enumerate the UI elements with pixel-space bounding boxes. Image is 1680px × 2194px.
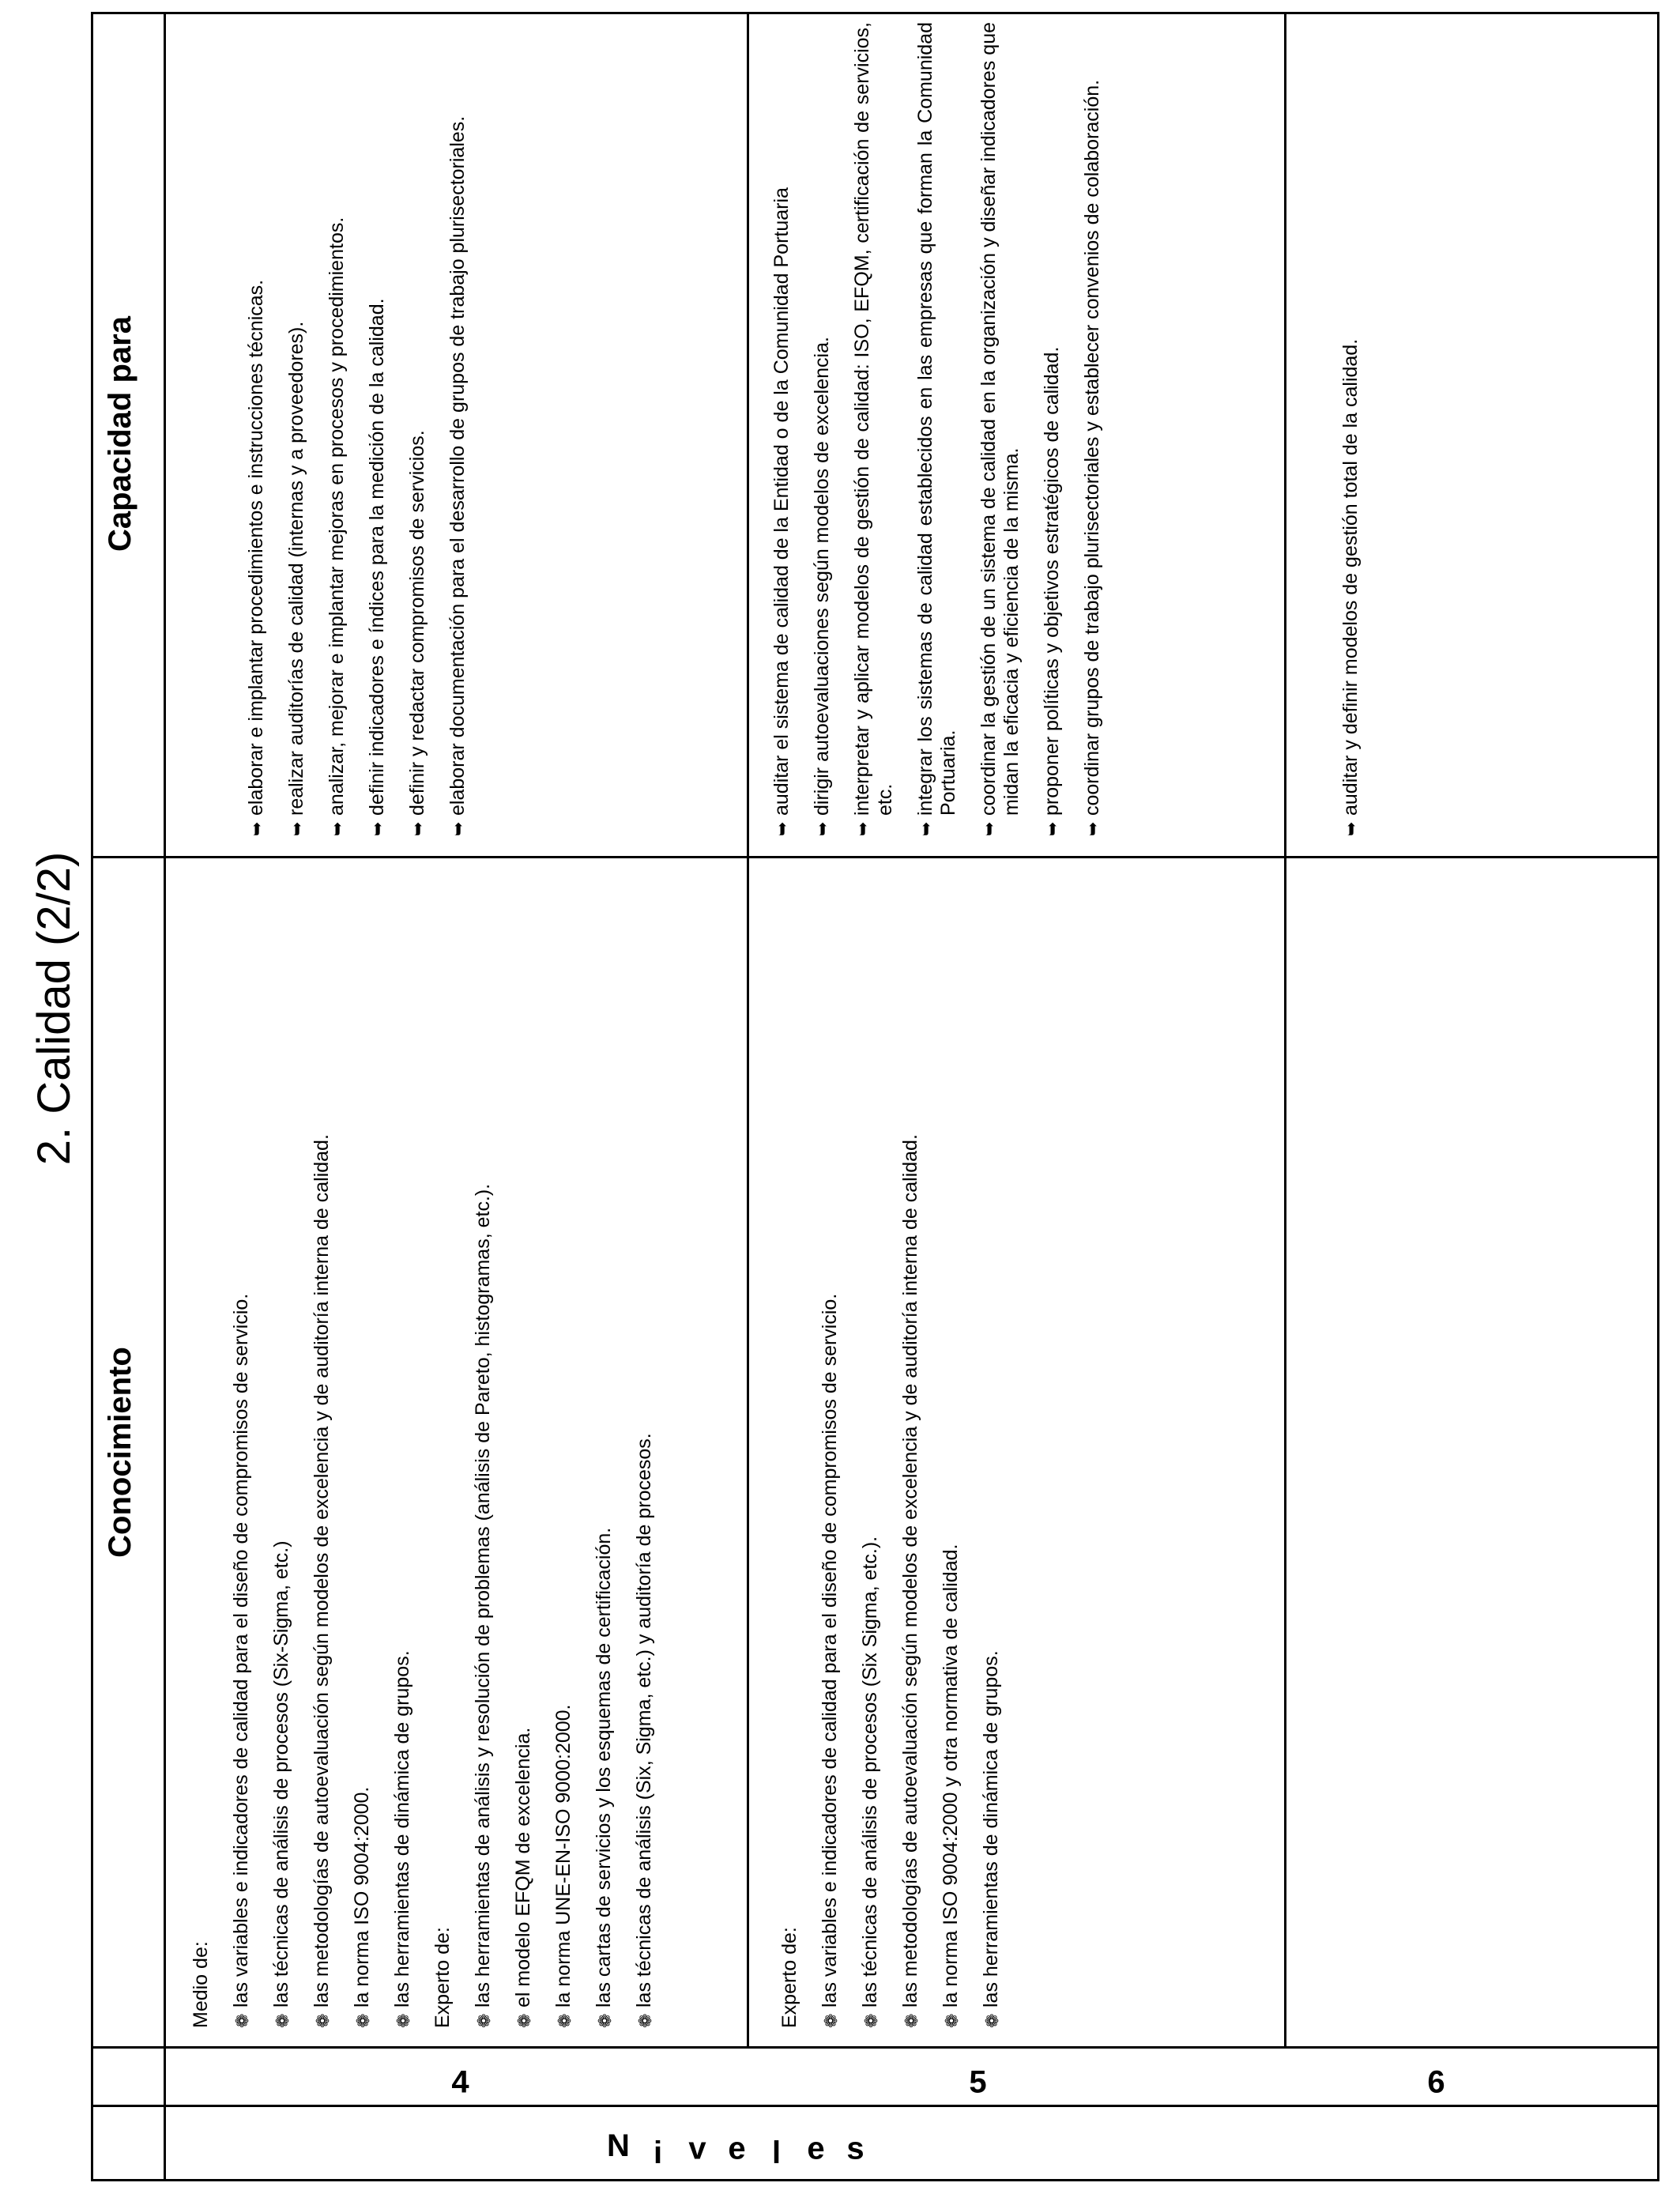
capacidad-list	[1339, 22, 1362, 836]
cell-5-capacidad	[770, 22, 1121, 836]
row-divider-4-5	[747, 12, 749, 2046]
arrow-icon: ➥	[772, 821, 792, 836]
conocimiento-list	[819, 874, 1003, 2028]
bullet-icon: ❁	[821, 2013, 841, 2028]
list-item: ➥ auditar el sistema de calidad de la Entidad o de la Comunidad Portuaria	[770, 187, 793, 836]
list-item: ❁ la norma ISO 9004:2000 y otra normativa de calidad.	[940, 1544, 962, 2028]
bullet-icon: ❁	[474, 2013, 494, 2028]
bullet-icon: ❁	[353, 2013, 373, 2028]
bullet-icon: ❁	[861, 2013, 881, 2028]
list-item: ❁ las técnicas de análisis de procesos (Six Sigma, etc.).	[859, 1536, 881, 2028]
list-item: ❁ las variables e indicadores de calidad para el diseño de compromisos de servicio.	[230, 1293, 252, 2028]
cell-4-conocimiento	[190, 874, 673, 2028]
column-divider	[91, 856, 1659, 858]
list-item: ➥ elaborar e implantar procedimientos e instrucciones técnicas.	[245, 279, 267, 836]
bullet-icon: ❁	[595, 2013, 615, 2028]
list-item: ❁ la norma UNE-EN-ISO 9000:2000.	[552, 1704, 574, 2028]
arrow-icon: ➥	[853, 821, 872, 836]
list-item: ❁ las variables e indicadores de calidad para el diseño de compromisos de servicio.	[819, 1293, 841, 2028]
arrow-icon: ➥	[367, 821, 387, 836]
conocimiento-label: Experto de:	[778, 1927, 800, 2028]
bullet-icon: ❁	[313, 2013, 333, 2028]
list-item: ➥ coordinar la gestión de un sistema de calidad en la organización y diseñar indicadores que midan la eficacia y eficiencia de la misma.	[977, 22, 1023, 836]
niveles-letter: i	[653, 2135, 663, 2170]
bullet-icon: ❁	[902, 2013, 921, 2028]
conocimiento-label: Medio de:	[190, 1941, 212, 2028]
niveles-letter: s	[846, 2131, 864, 2166]
list-item: ➥ elaborar documentación para el desarrollo de grupos de trabajo plurisectoriales.	[446, 115, 469, 836]
level-number-4: 4	[451, 2064, 469, 2100]
list-item: ➥ realizar auditorías de calidad (internas y a proveedores).	[285, 321, 307, 836]
arrow-icon: ➥	[1042, 821, 1062, 836]
list-item: ❁ las herramientas de dinámica de grupos.	[980, 1650, 1002, 2028]
level-number-5: 5	[969, 2064, 987, 2100]
niveles-letter: e	[728, 2131, 746, 2166]
list-item: ➥ definir y redactar compromisos de servicios.	[406, 430, 428, 836]
list-item: ❁ las metodologías de autoevaluación según modelos de excelencia y de auditoría interna de calidad.	[899, 1134, 921, 2028]
bullet-icon: ❁	[942, 2013, 962, 2028]
arrow-icon: ➥	[812, 821, 832, 836]
list-item: ❁ las metodologías de autoevaluación según modelos de excelencia y de auditoría interna de calidad.	[311, 1134, 333, 2028]
header-capacidad: Capacidad para	[103, 316, 137, 552]
capacidad-list	[245, 22, 469, 836]
list-item: ➥ definir indicadores e índices para la medición de la calidad.	[366, 298, 388, 836]
arrow-icon: ➥	[1083, 821, 1102, 836]
level-number-6: 6	[1427, 2064, 1445, 2100]
arrow-icon: ➥	[916, 821, 936, 836]
list-item: ➥ analizar, mejorar e implantar mejoras en procesos y procedimientos.	[326, 217, 348, 836]
page-title: 2. Calidad (2/2)	[28, 851, 80, 1166]
arrow-icon: ➥	[1341, 821, 1361, 836]
bullet-icon: ❁	[394, 2013, 413, 2028]
niveles-letter: e	[807, 2131, 825, 2166]
cell-6-capacidad	[1339, 22, 1380, 836]
bullet-icon: ❁	[514, 2013, 534, 2028]
bullet-icon: ❁	[982, 2013, 1002, 2028]
conocimiento-list	[472, 874, 656, 2028]
capacidad-list	[770, 22, 1104, 836]
arrow-icon: ➥	[247, 821, 266, 836]
cell-5-conocimiento	[778, 874, 1020, 2028]
list-item: ❁ el modelo EFQM de excelencia.	[512, 1727, 534, 2028]
arrow-icon: ➥	[979, 821, 999, 836]
list-item: ➥ auditar y definir modelos de gestión total de la calidad.	[1339, 338, 1362, 836]
bullet-icon: ❁	[635, 2013, 655, 2028]
list-item: ❁ las herramientas de análisis y resolución de problemas (análisis de Pareto, histogramas, etc.).	[472, 1183, 494, 2028]
bullet-icon: ❁	[555, 2013, 574, 2028]
bullet-icon: ❁	[273, 2013, 292, 2028]
niveles-letter: v	[688, 2131, 706, 2166]
cell-4-capacidad	[245, 22, 487, 836]
bullet-icon: ❁	[232, 2013, 252, 2028]
level-column	[91, 2046, 1659, 2107]
arrow-icon: ➥	[287, 821, 307, 836]
arrow-icon: ➥	[408, 821, 428, 836]
conocimiento-list	[230, 874, 414, 2028]
conocimiento-label: Experto de:	[431, 1927, 454, 2028]
row-divider-5-6	[1284, 12, 1286, 2046]
list-item: ➥ integrar los sistemas de calidad establecidos en las empresas que forman la Comunidad Portuaria.	[914, 22, 959, 836]
arrow-icon: ➥	[327, 821, 347, 836]
niveles-letter: l	[771, 2135, 782, 2170]
list-item: ❁ las técnicas de análisis (Six, Sigma, etc.) y auditoría de procesos.	[633, 1433, 655, 2028]
list-item: ❁ la norma ISO 9004:2000.	[351, 1786, 373, 2028]
list-item: ➥ dirigir autoevaluaciones según modelos de excelencia.	[811, 337, 833, 836]
header-conocimiento: Conocimiento	[103, 1347, 137, 1558]
list-item: ➥ coordinar grupos de trabajo plurisectoriales y establecer convenios de colaboración.	[1081, 79, 1103, 836]
list-item: ➥ proponer políticas y objetivos estratégicos de calidad.	[1041, 346, 1063, 836]
list-item: ❁ las herramientas de dinámica de grupos.	[391, 1650, 413, 2028]
niveles-letter: N	[607, 2128, 630, 2164]
arrow-icon: ➥	[448, 821, 468, 836]
list-item: ❁ las técnicas de análisis de procesos (Six-Sigma, etc.)	[270, 1540, 292, 2028]
list-item: ❁ las cartas de servicios y los esquemas de certificación.	[593, 1527, 615, 2028]
list-item: ➥ interpretar y aplicar modelos de gestión de calidad: ISO, EFQM, certificación de servicios, etc.	[851, 22, 896, 836]
niveles-label	[601, 2107, 1075, 2181]
